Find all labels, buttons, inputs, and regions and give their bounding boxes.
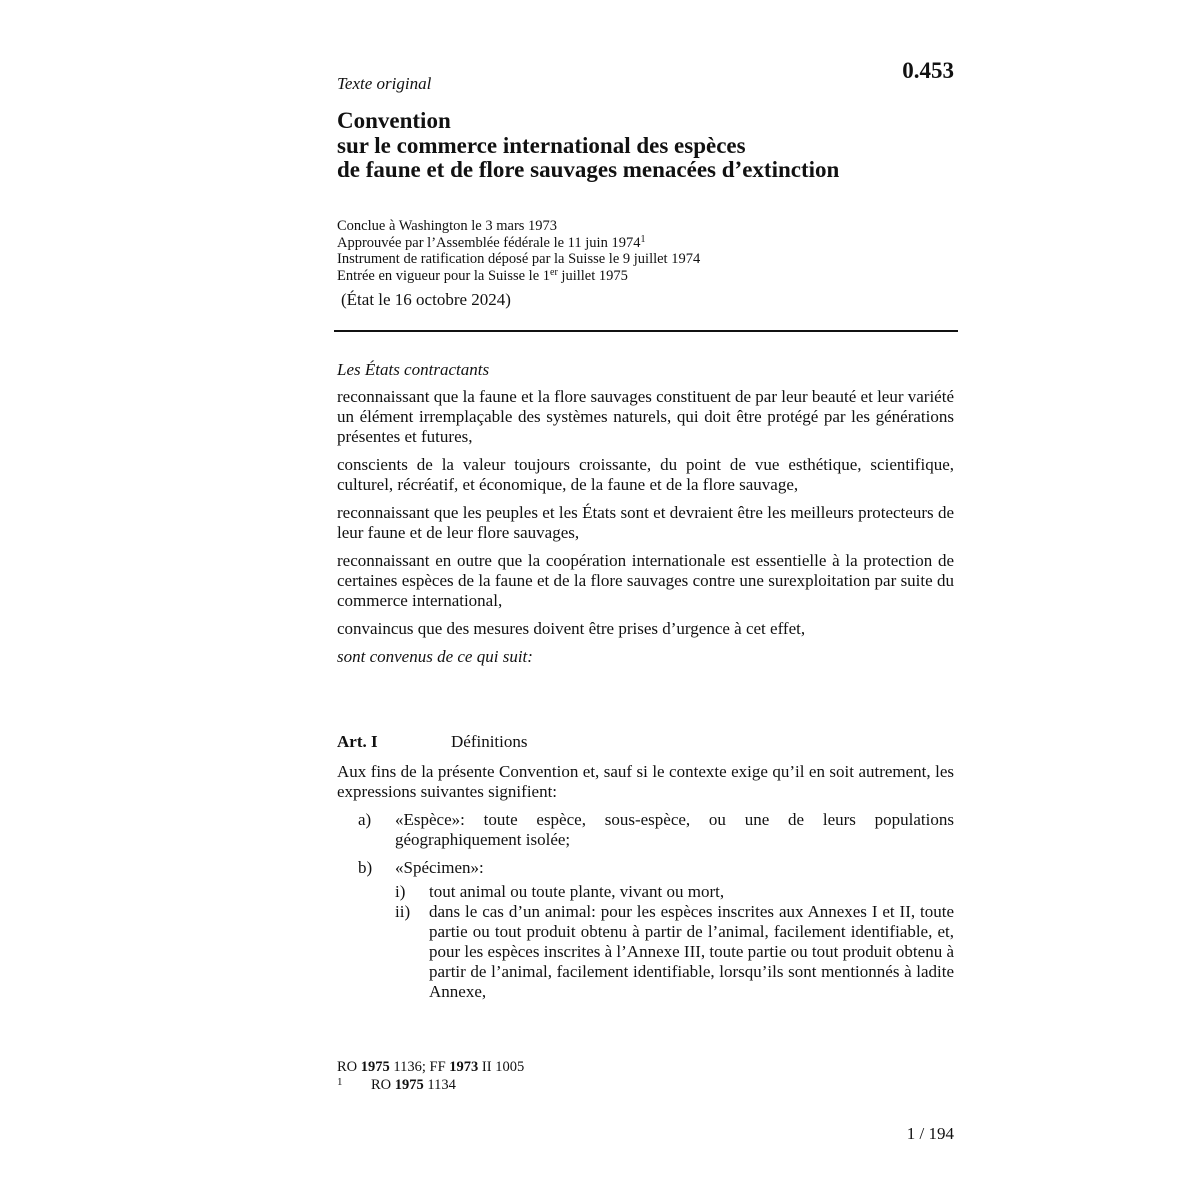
article-title: Définitions — [451, 732, 528, 751]
sub-list-item — [395, 882, 954, 902]
list-marker: b) — [358, 858, 373, 877]
ro-rest: 1136; FF — [389, 1059, 450, 1075]
preamble-paragraph: conscients de la valeur toujours croissante, du point de vue esthétique, scientifique, culturel, récréatif, et économique, de la faune et de la flore sauvage, — [337, 455, 954, 494]
meta-ratification: Instrument de ratification déposé par la Suisse le 9 juillet 1974 — [337, 251, 701, 267]
ff-rest: II 1005 — [478, 1059, 525, 1075]
preamble-paragraph: convaincus que des mesures doivent être prises d’urgence à cet effet, — [337, 619, 806, 638]
header-divider — [334, 330, 958, 332]
document-title — [337, 109, 839, 183]
adoption-metadata — [337, 218, 700, 284]
sub-list-item-text: tout animal ou toute plante, vivant ou mort, — [429, 882, 725, 901]
meta-entry-sup: er — [550, 266, 558, 278]
footnotes — [337, 1058, 524, 1094]
fn1-prefix: RO — [371, 1077, 395, 1093]
list-item — [337, 810, 954, 850]
sub-list-item-text: dans le cas d’un animal: pour les espèces inscrites aux Annexes I et II, toute partie ou tout produit obtenu à partir de l’animal, facilement identifiable, et, pour les espèces inscrites à l’Annexe III, toute partie ou tout produit obtenu à partir de l’animal, facilement identifiable, lorsqu’ils sont mentionnés à ladite Annexe, — [429, 902, 954, 1001]
meta-entry-suffix: juillet 1975 — [557, 267, 628, 284]
list-marker: a) — [358, 810, 372, 829]
fn1-year: 1975 — [394, 1077, 424, 1093]
sub-list — [395, 882, 954, 1002]
ro-prefix: RO — [337, 1059, 361, 1075]
preamble-heading: Les États contractants — [337, 360, 490, 379]
title-line-2: sur le commerce international des espèces — [337, 132, 746, 158]
source-reference — [337, 1058, 524, 1076]
page-number: 1 / 194 — [906, 1124, 954, 1143]
preamble-paragraph: reconnaissant que la faune et la flore sauvages constituent de par leur beauté et leur variété un élément irremplaçable des systèmes naturels, qui doit être protégé par les générations présentes et futures, — [337, 387, 954, 446]
meta-approved — [337, 235, 700, 252]
list-item-text: «Spécimen»: — [395, 858, 484, 877]
fn1-rest: 1134 — [423, 1077, 456, 1093]
preamble-closing: sont convenus de ce qui suit: — [337, 647, 533, 666]
article-intro: Aux fins de la présente Convention et, sauf si le contexte exige qu’il en soit autrement, les expressions suivantes signifient: — [337, 762, 954, 801]
sub-list-marker: i) — [395, 882, 406, 901]
preamble — [337, 360, 954, 675]
meta-approved-text: Approuvée par l’Assemblée fédérale le 11 juin 1974 — [337, 234, 641, 251]
status-date: (État le 16 octobre 2024) — [341, 290, 511, 309]
list-item — [337, 858, 954, 1002]
meta-concluded: Conclue à Washington le 3 mars 1973 — [337, 218, 558, 234]
ro-year: 1975 — [360, 1059, 390, 1075]
document-number: 0.453 — [902, 58, 954, 83]
article-body — [337, 762, 954, 1010]
meta-entry-prefix: Entrée en vigueur pour la Suisse le 1 — [337, 267, 551, 284]
footnote-1: 1 RO 1975 1134 — [337, 1076, 456, 1093]
preamble-paragraph: reconnaissant que les peuples et les États sont et devraient être les meilleurs protecteurs de leur faune et de leur flore sauvages, — [337, 503, 954, 542]
article-heading — [337, 732, 528, 752]
ff-year: 1973 — [449, 1059, 479, 1075]
meta-entry-into-force — [337, 268, 700, 285]
footnote-ref-1[interactable]: 1 — [640, 233, 646, 245]
list-item-text: «Espèce»: toute espèce, sous-espèce, ou une de leurs populations géographiquement isolée; — [395, 810, 954, 849]
preamble-paragraph: reconnaissant en outre que la coopération internationale est essentielle à la protection de certaines espèces de la faune et de la flore sauvages contre une surexploitation par suite du commerce international, — [337, 551, 954, 610]
original-text-label: Texte original — [337, 74, 432, 93]
title-line-1: Convention — [337, 108, 451, 133]
title-line-3: de faune et de flore sauvages menacées d’extinction — [337, 157, 840, 182]
sub-list-marker: ii) — [395, 902, 411, 921]
sub-list-item — [395, 902, 954, 1002]
article-number: Art. I — [337, 732, 378, 751]
